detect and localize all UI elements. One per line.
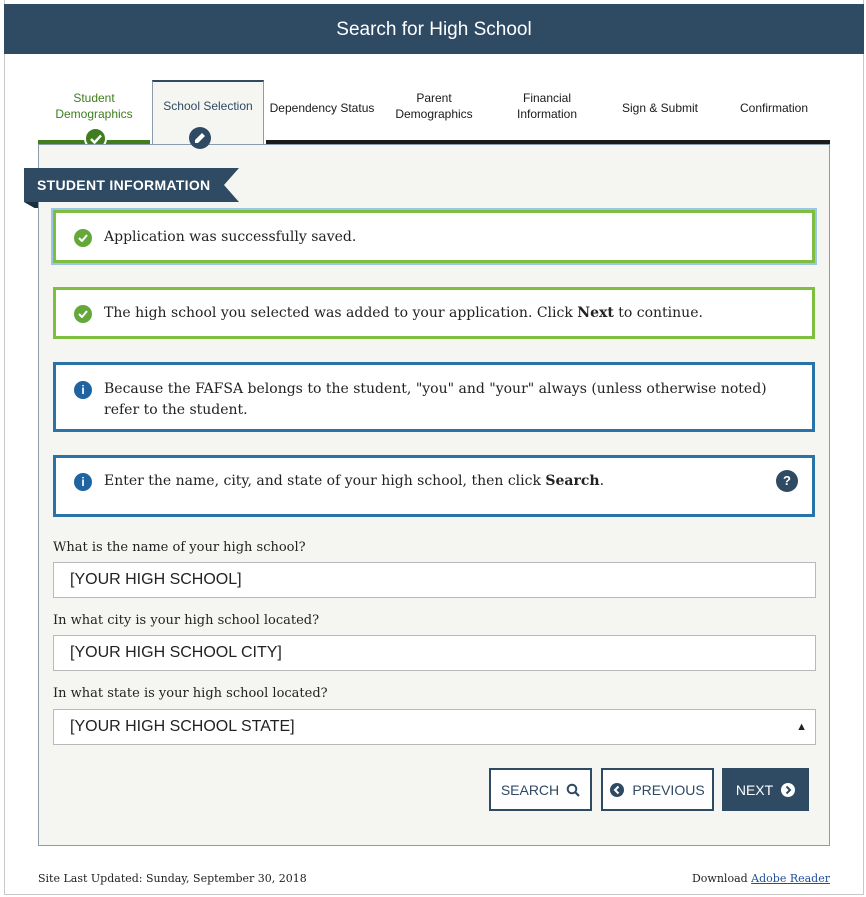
select-arrows-icon: ▲ — [796, 721, 807, 733]
step-dependency-status[interactable] — [266, 82, 378, 142]
alert-text — [104, 473, 604, 489]
info-icon: i — [74, 473, 92, 491]
step-label: Parent — [416, 91, 452, 105]
arrow-right-circle-icon — [781, 783, 795, 797]
arrow-left-circle-icon — [610, 783, 624, 797]
check-circle-icon — [74, 229, 92, 247]
alert-text-part: . — [599, 473, 605, 489]
step-label: School Selection — [163, 99, 253, 113]
alert-instructions — [53, 455, 815, 517]
info-icon: i — [74, 381, 92, 399]
footer-download-prefix: Download — [691, 872, 752, 885]
alert-school-added — [53, 287, 815, 339]
step-sign-submit[interactable] — [604, 82, 716, 142]
step-label: Dependency Status — [269, 101, 375, 115]
step-label: Confirmation — [739, 101, 809, 115]
step-label: Demographics — [55, 107, 133, 121]
school-name-input[interactable]: [YOUR HIGH SCHOOL] — [53, 562, 816, 598]
alert-text-part: The high school you selected was added to your application. Click — [104, 305, 578, 321]
alert-text-bold: Next — [577, 305, 614, 321]
step-confirmation[interactable] — [718, 82, 830, 142]
footer-last-updated: Site Last Updated: Sunday, September 30, 2018 — [38, 872, 307, 885]
school-name-label: What is the name of your high school? — [53, 540, 306, 555]
help-button[interactable]: ? — [776, 470, 798, 492]
adobe-reader-link[interactable]: Adobe Reader — [751, 872, 830, 885]
alert-text — [104, 305, 703, 321]
step-label: Student — [73, 91, 115, 105]
school-city-label: In what city is your high school located? — [53, 613, 320, 628]
next-button[interactable] — [722, 768, 809, 811]
alert-text-bold: Search — [545, 473, 600, 489]
school-city-input[interactable]: [YOUR HIGH SCHOOL CITY] — [53, 635, 816, 671]
progress-steps — [38, 82, 830, 146]
school-state-value: [YOUR HIGH SCHOOL STATE] — [70, 718, 295, 735]
school-state-label: In what state is your high school located? — [53, 686, 328, 701]
alert-text: Application was successfully saved. — [104, 229, 357, 245]
step-financial-information[interactable] — [490, 82, 604, 142]
page-title: Search for High School — [4, 4, 864, 54]
section-heading: STUDENT INFORMATION — [37, 177, 211, 193]
current-step-icon — [189, 127, 211, 149]
alert-fafsa-note — [53, 362, 815, 432]
alert-text-part: to continue. — [613, 305, 703, 321]
previous-button[interactable] — [601, 768, 714, 811]
search-button[interactable] — [489, 768, 592, 811]
check-circle-icon — [74, 305, 92, 323]
search-button-label: SEARCH — [500, 781, 560, 798]
school-state-select[interactable] — [53, 709, 816, 745]
search-icon — [566, 783, 580, 797]
alert-text-part: Enter the name, city, and state of your high school, then click — [104, 473, 546, 489]
alert-saved — [53, 210, 815, 263]
footer-download — [692, 872, 830, 885]
step-label: Sign & Submit — [621, 101, 699, 115]
step-label: Demographics — [395, 107, 473, 121]
previous-button-label: PREVIOUS — [632, 781, 705, 798]
step-label: Information — [516, 107, 578, 121]
step-label: Financial — [522, 91, 572, 105]
alert-text: Because the FAFSA belongs to the student, "you" and "your" always (unless otherwise noted) refer to the student. — [104, 381, 767, 418]
step-parent-demographics[interactable] — [378, 82, 490, 142]
next-button-label: NEXT — [735, 781, 774, 798]
